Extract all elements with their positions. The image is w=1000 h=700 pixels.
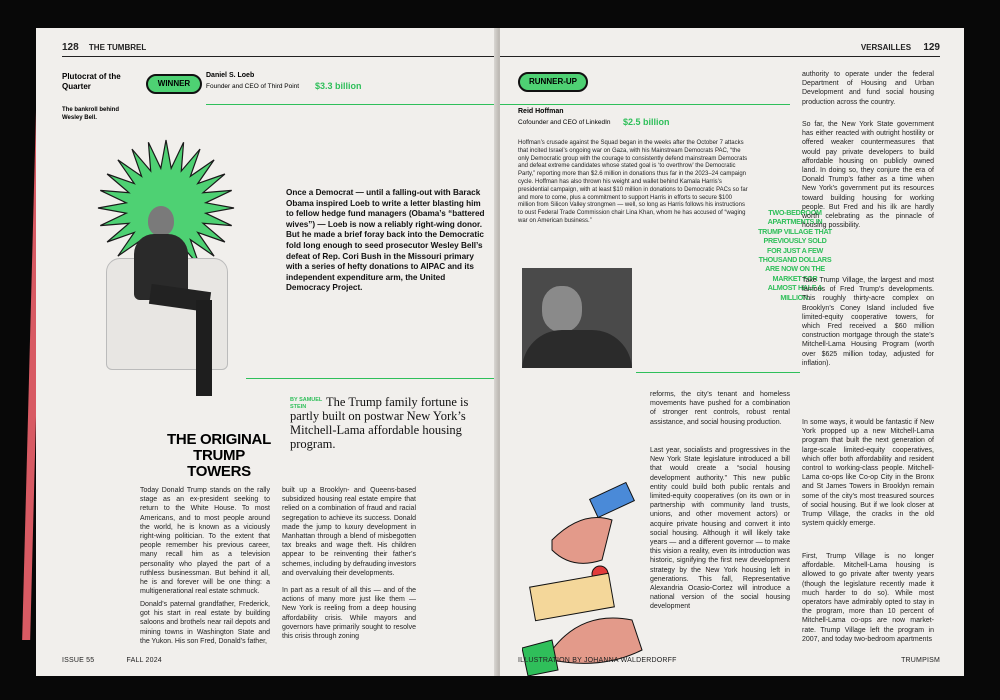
byline: BY SAMUEL STEIN bbox=[290, 397, 323, 410]
runner-text: Hoffman’s crusade against the Squad began in the weeks after the October 7 attacks that incited Israel’s ongoing war on Gaza, with his Mainstream Democrats PAC, “the only Democratic group with the courage to consistently defend mainstream Democrats and defeat extreme candidates whose stated goal is ‘to overthrow’ the Democratic Party,” reporting more than $2.6 million in donations thus far in the 2023–24 campaign cycle. Hoffman has also thrown his weight and wallet behind Kamala Harris’s presidential campaign, with at least $10 million in donations to Democratic PACs so far and more to come, plus a commitment to support Harris in efforts to secure $100 million from Silicon Valley strongmen — well, so long as Harris follows his instructions to oust Federal Trade Commission chair Lina Khan, whom he has accused of “waging war on American business.” bbox=[518, 140, 748, 224]
left-section: THE TUMBREL bbox=[88, 43, 147, 52]
right-footer-topic: TRUMPISM bbox=[901, 657, 940, 664]
upper-hand bbox=[552, 518, 612, 564]
right-header-rule bbox=[500, 56, 940, 57]
green-rule-lower bbox=[636, 372, 800, 373]
winner-name: Daniel S. Loeb bbox=[206, 72, 255, 79]
pull-quote: TWO-BEDROOM APARTMENTS IN TRUMP VILLAGE THAT PREVIOUSLY SOLD FOR JUST A FEW THOUSAND DOLLARS ARE NOW ON THE MARKET FOR ALMOST HALF A MILLION. bbox=[758, 208, 832, 302]
right-page bbox=[500, 28, 964, 676]
hoffman-photo bbox=[522, 268, 632, 368]
runner-name: Reid Hoffman bbox=[518, 108, 564, 115]
runner-role: Cofounder and CEO of LinkedIn bbox=[518, 119, 611, 126]
col1-para1: Today Donald Trump stands on the rally stage as an ex-president seeking to return to the White House. To most Americans, and to most people around the world, he is known as a viciously right-wing politician. To the extent that people remember his previous career, many recall him as a television personality who played the part of a ruthless businessman. But behind it all, he is and forever will be one thing: a multigenerational real estate schmuck. bbox=[140, 487, 270, 596]
header-rule bbox=[62, 56, 496, 57]
award-heading: Plutocrat of the Quarter bbox=[62, 72, 121, 91]
award-subheading: The bankroll behind Wesley Bell. bbox=[62, 107, 120, 121]
right-section: VERSAILLES bbox=[860, 43, 912, 52]
colB-para1: authority to operate under the federal Department of Housing and Urban Development and fund social housing production across the country. bbox=[802, 71, 934, 106]
paper-slip bbox=[530, 573, 615, 620]
hoffman-shirt bbox=[522, 330, 632, 368]
left-page-number: 128 bbox=[62, 42, 79, 53]
colB-para5: First, Trump Village is no longer affordable. Mitchell-Lama housing is allowed to go private after twenty years (though the legislature recently made it much harder to do so). While most operators have admirably opted to stay in the program, more than 10 percent of Mitchell-Lama co-ops are now market-rate. Trump Village left the program in 2007, and today two-bedroom apartments bbox=[802, 553, 934, 643]
hands-illustration bbox=[522, 480, 652, 676]
winner-role: Founder and CEO of Third Point bbox=[206, 83, 300, 90]
green-rule-mid bbox=[246, 378, 496, 379]
loeb-photo bbox=[106, 178, 236, 378]
winner-intro: Once a Democrat — until a falling-out with Barack Obama inspired Loeb to write a letter blasting him to fellow hedge fund managers (Obama’s “battered wives”) — Loeb is now a reliably right-wing donor. But he made a brief foray back into the Democratic fold long enough to seed prosecutor Wesley Bell’s defeat of Rep. Cori Bush in the Missouri primary with a series of hefty donations to AIPAC and its independent expenditure arm, the United Democracy Project. bbox=[286, 188, 485, 293]
runner-net-worth: $2.5 billion bbox=[623, 117, 670, 127]
footer-issue: ISSUE 55 bbox=[62, 657, 95, 664]
left-footer bbox=[62, 657, 162, 664]
right-footer-credit: ILLUSTRATION BY JOHANNA WALDERDORFF bbox=[518, 657, 677, 664]
right-header bbox=[861, 42, 940, 53]
col2-para1: built up a Brooklyn- and Queens-based subsidized housing real estate empire that relied on a combination of fraud and racial segregation to achieve its success. Donald made the jump to luxury development in Manhattan through a blend of misbegotten tax breaks and wage theft. His children appear to be reinventing their father’s schemes, including by defrauding investors and overvaluing their developments. bbox=[282, 487, 416, 577]
col2-para2: In part as a result of all this — and of the actions of many more just like them — New York is reeling from a deep housing affordability crisis. While mayors and governors have primarily sought to resolve this crisis through zoning bbox=[282, 587, 416, 641]
portrait-leg bbox=[196, 300, 212, 396]
runner-up-pill: RUNNER-UP bbox=[518, 72, 588, 92]
right-page-number: 129 bbox=[923, 42, 940, 53]
colB-para2: So far, the New York State government has either reacted with outright hostility or offered weaker countermeasures that would pay private developers to build affordable housing on publicly owned land. In doing so, they conjure the era of Donald Trump’s father as a time when New York’s government put its resources toward building housing for working people. But Fred and his ilk are hardly worth celebrating as the pinnacle of housing possibility. bbox=[802, 121, 934, 230]
upper-sleeve bbox=[590, 482, 635, 517]
colA-para1: reforms, the city’s tenant and homeless movements have pushed for a combination of stronger rent controls, robust rental assistance, and social housing production. bbox=[650, 391, 790, 426]
hoffman-head bbox=[542, 286, 582, 332]
left-page bbox=[36, 28, 496, 676]
winner-net-worth: $3.3 billion bbox=[315, 81, 362, 91]
left-header bbox=[62, 42, 146, 53]
footer-season: FALL 2024 bbox=[126, 657, 162, 664]
col1-para2: Donald’s paternal grandfather, Frederick, got his start in real estate by building saloons and brothels near rail depots and mining towns in Washington State and the Yukon. His son Fred, Donald’s father, bbox=[140, 601, 270, 645]
colB-para4: In some ways, it would be fantastic if New York propped up a new Mitchell-Lama program that built the next generation of large-scale limited-equity cooperatives, which offer both affordability and resident control to working-class people. Mitchell-Lama co-ops like Co-op City in the Bronx and St James Towers in Brooklyn remain some of the city’s most treasured sources of social housing. But if we look closer at Trump Village, the cracks in the old system quickly emerge. bbox=[802, 419, 934, 528]
colA-para2: Last year, socialists and progressives in the New York State legislature introduced a bill that would create a “social housing development authority.” This new public entity could build both public rentals and limited-equity cooperatives (on its own or in partnership with community land trusts, unions, and other movement actors) or acquire private housing and convert it into social housing. Although it will likely take years — and a different governor — to make this vision a reality, even its introduction was historic, signifying the first new development strategy by the New York housing left in generations. This fall, Representative Alexandria Ocasio-Cortez will introduce a national version of the social housing development bbox=[650, 447, 790, 611]
winner-pill: WINNER bbox=[146, 74, 202, 94]
article-dek: The Trump family fortune is partly built on postwar New York’s Mitchell-Lama affordable housing program. bbox=[290, 395, 469, 451]
green-rule-right bbox=[500, 104, 790, 105]
green-rule-top bbox=[206, 104, 496, 105]
portrait-head bbox=[148, 206, 174, 236]
colB-para3: Take Trump Village, the largest and most famous of Fred Trump’s developments. This roughly thirty-acre complex on Brooklyn’s Coney Island included five limited-equity cooperative towers, for which Fred received a $60 million construction mortgage through the state’s Mitchell-Lama Housing Program (worth over $625 million today, adjusted for inflation). bbox=[802, 277, 934, 367]
article-headline: THE ORIGINAL TRUMP TOWERS bbox=[167, 431, 271, 480]
